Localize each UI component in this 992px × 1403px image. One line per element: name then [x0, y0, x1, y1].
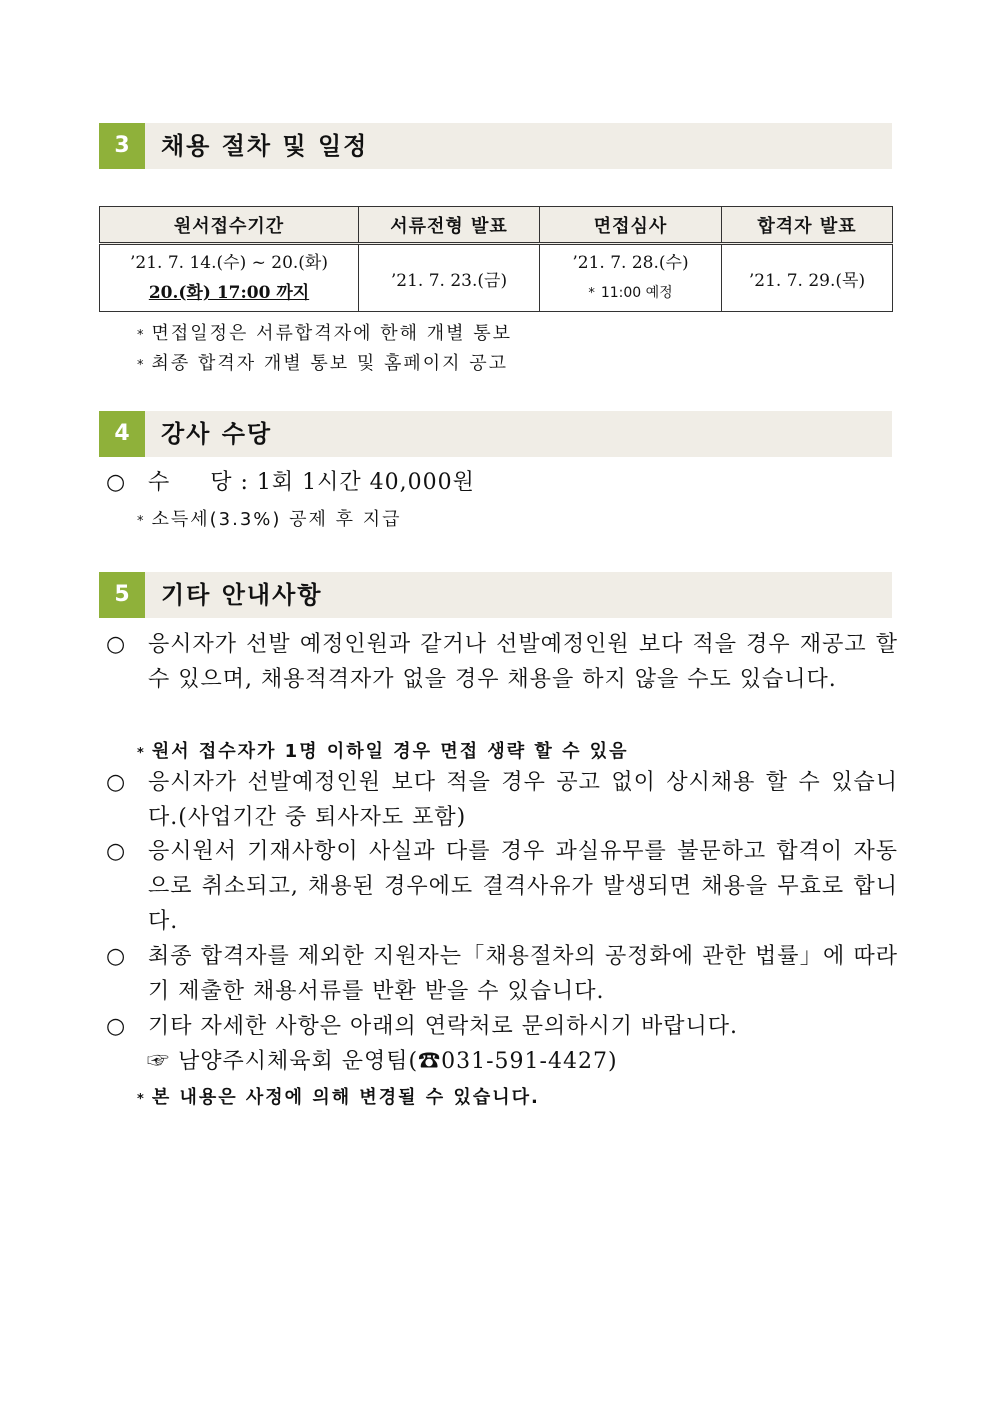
note-text: 소득세(3.3%) 공제 후 지급: [151, 509, 402, 530]
star-icon: *: [137, 514, 146, 529]
table-cell: ’21. 7. 23.(금): [359, 244, 540, 312]
section-title: 채용 절차 및 일정: [161, 132, 369, 160]
info-text: 응시자가 선발예정인원 보다 적을 경우 공고 없이 상시채용 할 수 있습니다.(사업기간 중 퇴사자도 포함): [148, 770, 898, 830]
info-item: [106, 834, 898, 939]
application-period: ’21. 7. 14.(수) ~ 20.(화): [130, 253, 328, 273]
table-cell: [540, 244, 722, 312]
application-deadline: 20.(화) 17:00 까지: [148, 283, 310, 303]
contact-text: 남양주시체육회 운영팀(☎031-591-4427): [178, 1049, 618, 1074]
star-icon: *: [137, 328, 146, 343]
section-number: 5: [99, 572, 145, 618]
info-text: 최종 합격자를 제외한 지원자는「채용절차의 공정화에 관한 법률」에 따라 기 제출한 채용서류를 반환 받을 수 있습니다.: [148, 944, 898, 1004]
interview-time-text: 11:00 예정: [600, 284, 673, 301]
table-cell: [100, 244, 359, 312]
interview-time: [540, 278, 721, 309]
note: [137, 737, 629, 763]
schedule-table: [99, 206, 893, 312]
pointing-hand-icon: ☞: [147, 1049, 171, 1074]
table-header: 원서접수기간: [100, 207, 359, 244]
section-4-header: [99, 411, 892, 457]
circle-icon: ○: [106, 1014, 126, 1039]
circle-icon: ○: [106, 470, 126, 495]
info-text: 응시원서 기재사항이 사실과 다를 경우 과실유무를 불문하고 합격이 자동으로 취소되고, 채용된 경우에도 결격사유가 발생되면 채용을 무효로 합니다.: [148, 839, 898, 934]
info-item: [106, 1009, 898, 1044]
star-icon: *: [137, 1092, 146, 1107]
table-header: 서류전형 발표: [359, 207, 540, 244]
note: [137, 319, 512, 345]
circle-icon: ○: [106, 632, 126, 657]
info-item: [106, 765, 898, 835]
allowance-item: [106, 465, 898, 500]
allowance-text: 수 당 : 1회 1시간 40,000원: [148, 470, 475, 495]
table-header: 면접심사: [540, 207, 722, 244]
note-text: 원서 접수자가 1명 이하일 경우 면접 생략 할 수 있음: [151, 741, 629, 762]
section-title: 강사 수당: [161, 420, 273, 448]
star-icon: *: [588, 285, 595, 301]
note-text: 최종 합격자 개별 통보 및 홈페이지 공고: [151, 353, 509, 374]
section-number: 4: [99, 411, 145, 457]
section-5-header: [99, 572, 892, 618]
table-row: [100, 244, 893, 312]
section-3-header: [99, 123, 892, 169]
star-icon: *: [137, 746, 146, 761]
note: [137, 505, 402, 531]
info-text: 응시자가 선발 예정인원과 같거나 선발예정인원 보다 적을 경우 재공고 할 수 있으며, 채용적격자가 없을 경우 채용을 하지 않을 수도 있습니다.: [148, 632, 898, 692]
table-header: 합격자 발표: [722, 207, 893, 244]
interview-date: ’21. 7. 28.(수): [572, 252, 689, 273]
section-title: 기타 안내사항: [161, 581, 323, 609]
table-header-row: [100, 207, 893, 244]
circle-icon: ○: [106, 944, 126, 969]
info-item: [106, 627, 898, 697]
contact-line: [147, 1044, 618, 1075]
circle-icon: ○: [106, 770, 126, 795]
section-number: 3: [99, 123, 145, 169]
star-icon: *: [137, 358, 146, 373]
note: [137, 349, 508, 375]
info-text: 기타 자세한 사항은 아래의 연락처로 문의하시기 바랍니다.: [148, 1014, 739, 1039]
note-text: 면접일정은 서류합격자에 한해 개별 통보: [151, 323, 512, 344]
info-item: [106, 939, 898, 1009]
note-text: 본 내용은 사정에 의해 변경될 수 있습니다.: [151, 1087, 540, 1108]
circle-icon: ○: [106, 839, 126, 864]
note: [137, 1083, 540, 1109]
table-cell: ’21. 7. 29.(목): [722, 244, 893, 312]
